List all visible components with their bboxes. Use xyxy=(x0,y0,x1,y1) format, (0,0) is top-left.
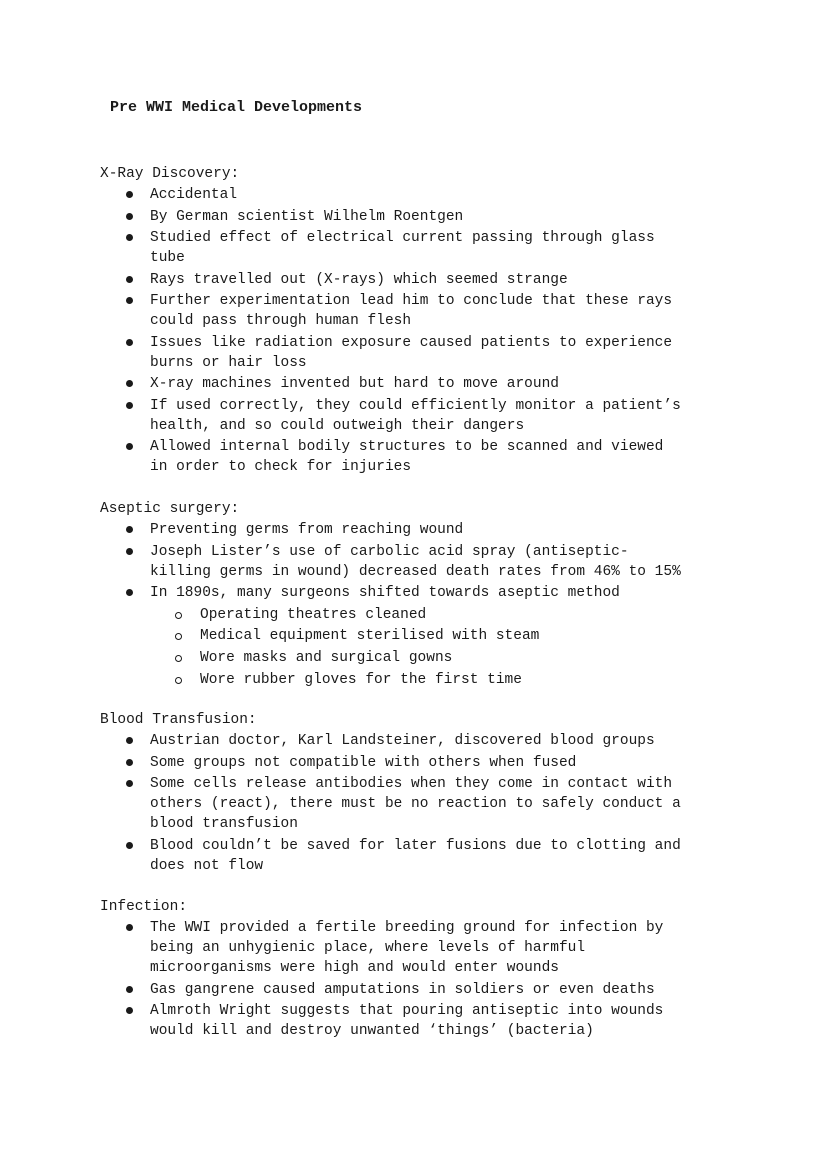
bullet-icon xyxy=(126,297,133,304)
sub-list-item: Wore rubber gloves for the first time xyxy=(100,670,760,690)
sub-bullet-list xyxy=(100,605,760,690)
list-item: X-ray machines invented but hard to move around xyxy=(100,374,760,394)
section-heading: Blood Transfusion: xyxy=(100,712,257,728)
bullet-list xyxy=(100,731,760,876)
bullet-icon xyxy=(126,924,133,931)
bullet-icon xyxy=(126,443,133,450)
section-blood-transfusion xyxy=(100,710,760,877)
hollow-bullet-icon xyxy=(175,612,182,619)
list-item: The WWI provided a fertile breeding ground for infection by being an unhygienic place, where levels of harmful microorganisms were high and would enter wounds xyxy=(100,918,760,978)
list-item: Some cells release antibodies when they come in contact with others (react), there must be no reaction to safely conduct a blood transfusion xyxy=(100,774,760,834)
list-item: Further experimentation lead him to conclude that these rays could pass through human flesh xyxy=(100,291,760,331)
list-item: Allowed internal bodily structures to be scanned and viewed in order to check for injuries xyxy=(100,437,760,477)
bullet-icon xyxy=(126,1007,133,1014)
bullet-icon xyxy=(126,759,133,766)
hollow-bullet-icon xyxy=(175,633,182,640)
page-title: Pre WWI Medical Developments xyxy=(110,99,363,116)
list-item: Joseph Lister’s use of carbolic acid spray (antiseptic- killing germs in wound) decreased death rates from 46% to 15% xyxy=(100,542,760,582)
list-item: By German scientist Wilhelm Roentgen xyxy=(100,207,760,227)
list-item: Austrian doctor, Karl Landsteiner, discovered blood groups xyxy=(100,731,760,751)
bullet-icon xyxy=(126,380,133,387)
bullet-list xyxy=(100,520,760,603)
bullet-icon xyxy=(126,213,133,220)
list-item: Studied effect of electrical current passing through glass tube xyxy=(100,228,760,268)
bullet-icon xyxy=(126,737,133,744)
section-heading: X-Ray Discovery: xyxy=(100,166,240,182)
sub-list-item: Medical equipment sterilised with steam xyxy=(100,626,760,646)
section-infection xyxy=(100,897,760,1043)
list-item: In 1890s, many surgeons shifted towards aseptic method xyxy=(100,583,760,603)
section-xray xyxy=(100,164,760,479)
list-item: Preventing germs from reaching wound xyxy=(100,520,760,540)
bullet-icon xyxy=(126,339,133,346)
bullet-icon xyxy=(126,234,133,241)
bullet-icon xyxy=(126,402,133,409)
sub-list-item: Operating theatres cleaned xyxy=(100,605,760,625)
bullet-icon xyxy=(126,276,133,283)
section-heading: Infection: xyxy=(100,899,188,915)
bullet-icon xyxy=(126,780,133,787)
hollow-bullet-icon xyxy=(175,677,182,684)
bullet-list xyxy=(100,185,760,477)
list-item: Gas gangrene caused amputations in soldiers or even deaths xyxy=(100,980,760,1000)
bullet-list xyxy=(100,918,760,1041)
bullet-icon xyxy=(126,548,133,555)
list-item: Blood couldn’t be saved for later fusions due to clotting and does not flow xyxy=(100,836,760,876)
bullet-icon xyxy=(126,589,133,596)
list-item: Issues like radiation exposure caused patients to experience burns or hair loss xyxy=(100,333,760,373)
list-item: Rays travelled out (X-rays) which seemed strange xyxy=(100,270,760,290)
bullet-icon xyxy=(126,526,133,533)
list-item: Almroth Wright suggests that pouring antiseptic into wounds would kill and destroy unwanted ‘things’ (bacteria) xyxy=(100,1001,760,1041)
bullet-icon xyxy=(126,986,133,993)
bullet-icon xyxy=(126,191,133,198)
sub-list-item: Wore masks and surgical gowns xyxy=(100,648,760,668)
list-item: Accidental xyxy=(100,185,760,205)
section-heading: Aseptic surgery: xyxy=(100,501,240,517)
hollow-bullet-icon xyxy=(175,655,182,662)
section-aseptic-surgery xyxy=(100,499,760,692)
list-item: If used correctly, they could efficiently monitor a patient’s health, and so could outweigh their dangers xyxy=(100,396,760,436)
bullet-icon xyxy=(126,842,133,849)
list-item: Some groups not compatible with others when fused xyxy=(100,753,760,773)
